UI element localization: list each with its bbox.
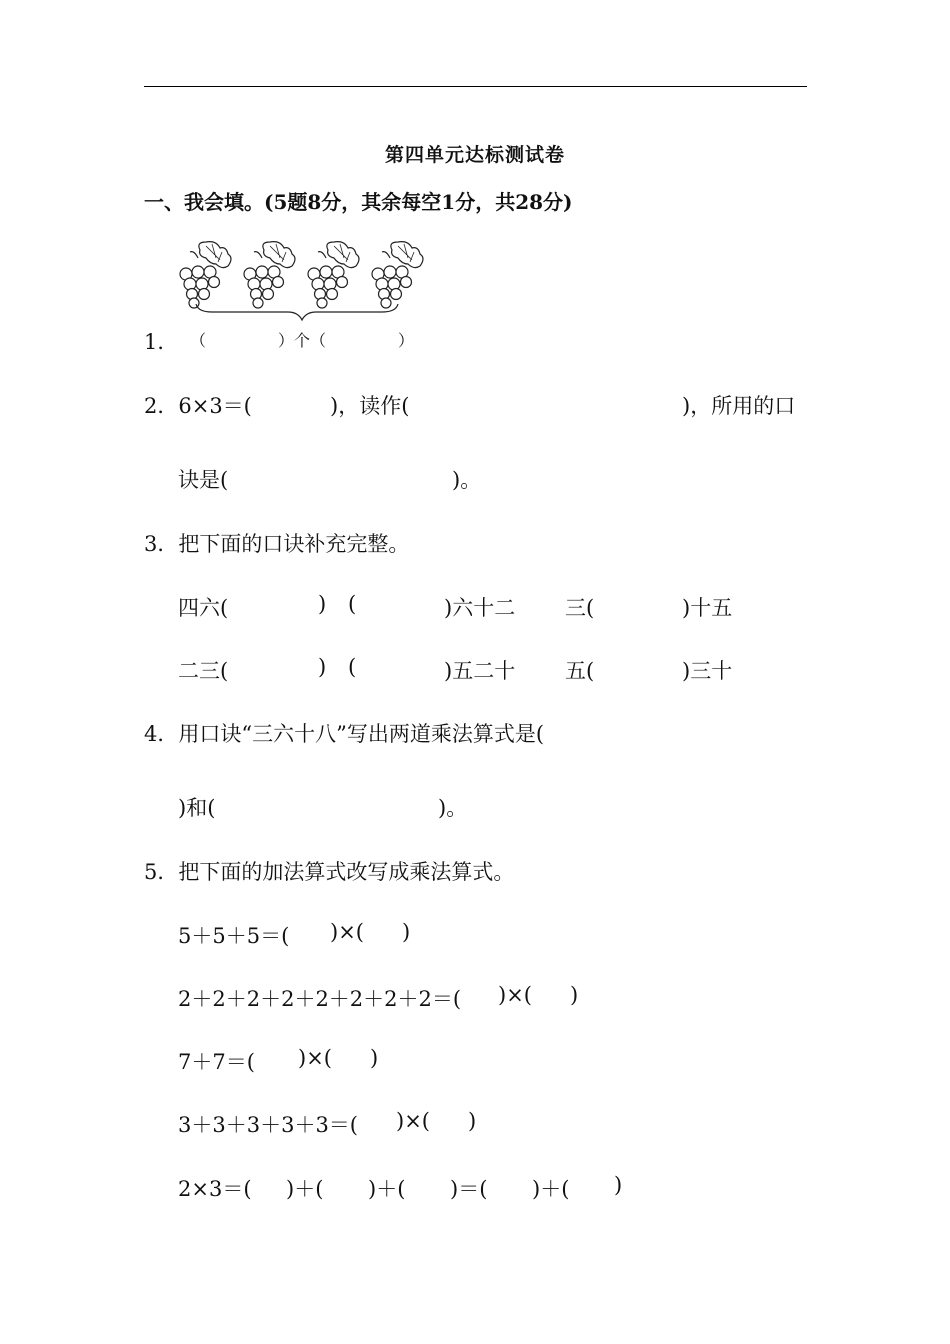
q2-line2-a: 诀是( [178,468,229,492]
q5-expr4: )×( [396,1109,430,1133]
q1-number: 1． [144,330,179,354]
q3-row2-item: )三十 [682,659,733,683]
q4-line2-a: )和( [178,796,216,820]
q4-line2-b: )。 [438,796,468,820]
q5-expr5: )＋( [286,1177,324,1201]
header-rule [144,86,807,87]
section-heading: 一、我会填。(5题8分，其余每空1分，共28分) [144,190,573,214]
q3-row1-item: 三( [565,596,595,620]
q2-line2-b: )。 [452,468,482,492]
q1-open-paren: （ [190,331,207,350]
q3-row1-item: ( [348,592,357,616]
q3-prompt: 3．把下面的口诀补充完整。 [144,532,410,556]
q2-line1-a: 2．6×3＝( [144,394,252,418]
q5-expr3: 7＋7＝( [178,1050,255,1074]
q5-expr1: 5＋5＋5＝( [178,924,290,948]
q3-row2-item: ) [318,655,327,679]
q5-expr5: 2×3＝( [178,1177,252,1201]
q5-expr2: 2＋2＋2＋2＋2＋2＋2＋2＝( [178,987,462,1011]
q3-row1-item: )六十二 [444,596,516,620]
q4-line1: 4．用口诀“三六十八”写出两道乘法算式是( [144,722,545,746]
q5-expr5: )＝( [450,1177,488,1201]
q2-line1-c: )，所用的口 [682,394,796,418]
q3-row2-item: 二三( [178,659,229,683]
q5-expr3: ) [370,1046,379,1070]
q2-line1-b: )，读作( [330,394,410,418]
q3-row2-item: )五二十 [444,659,516,683]
q3-row1-item: 四六( [178,596,229,620]
q1-middle-text: ）个（ [278,331,327,350]
q5-expr1: )×( [330,920,364,944]
page-title: 第四单元达标测试卷 [384,144,565,166]
q5-expr2: ) [570,983,579,1007]
q3-row2-item: ( [348,655,357,679]
q5-expr1: ) [402,920,411,944]
q3-row2-item: 五( [565,659,595,683]
q5-expr4: 3＋3＋3＋3＋3＝( [178,1113,358,1137]
q1-close-paren: ） [398,331,415,350]
q5-expr5: )＋( [532,1177,570,1201]
q3-row1-item: ) [318,592,327,616]
q5-expr5: )＋( [368,1177,406,1201]
q5-prompt: 5．把下面的加法算式改写成乘法算式。 [144,860,515,884]
q5-expr2: )×( [498,983,532,1007]
q3-row1-item: )十五 [682,596,733,620]
q5-expr5: ) [614,1173,623,1197]
q5-expr3: )×( [298,1046,332,1070]
grapes-illustration [172,232,442,332]
q5-expr4: ) [468,1109,477,1133]
